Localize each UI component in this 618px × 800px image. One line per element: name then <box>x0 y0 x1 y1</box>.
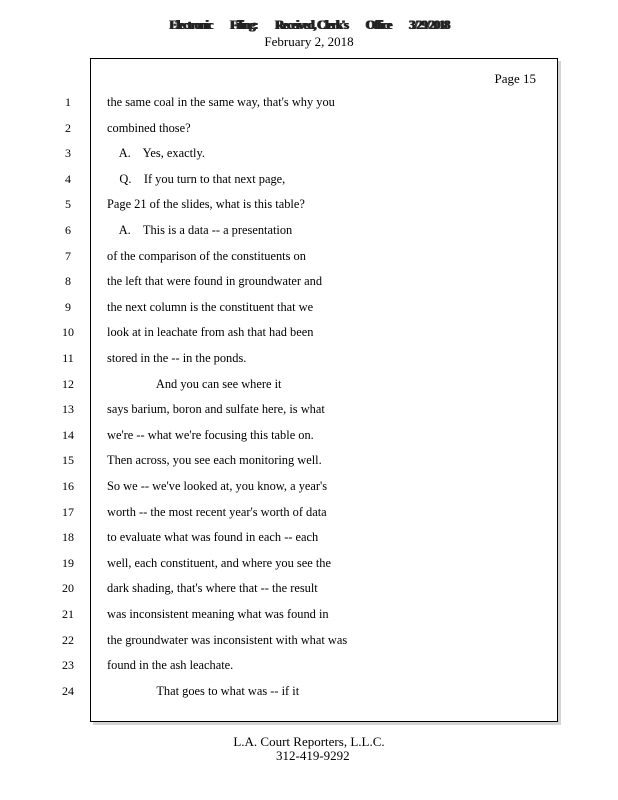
line-text: found in the ash leachate. <box>107 658 234 673</box>
line-text: the groundwater was inconsistent with what was <box>107 632 348 647</box>
stamp-word: Electronic <box>169 18 212 32</box>
line-number: 13 <box>62 402 74 417</box>
line-number: 14 <box>62 427 74 442</box>
stamp-word: Received, Clerk's <box>274 18 348 32</box>
line-text: combined those? <box>107 120 191 135</box>
line-number: 6 <box>65 223 71 237</box>
line-text: the left that were found in groundwater and <box>107 274 323 289</box>
stamp-word: Filing: <box>229 18 257 32</box>
line-text: well, each constituent, and where you see the <box>107 555 331 570</box>
line-text: the next column is the constituent that we <box>107 299 314 314</box>
line-text: Page 21 of the slides, what is this table? <box>107 197 305 212</box>
page-number: Page 15 <box>494 71 536 86</box>
header <box>0 18 618 50</box>
line-text: Then across, you see each monitoring well. <box>107 453 322 468</box>
line-number: 12 <box>62 376 74 391</box>
line-text: was inconsistent meaning what was found in <box>107 607 329 621</box>
line-text: we're -- what we're focusing this table on. <box>107 427 314 442</box>
line-text: worth -- the most recent year's worth of data <box>107 504 327 519</box>
line-text: So we -- we've looked at, you know, a year's <box>107 479 328 493</box>
line-text: says barium, boron and sulfate here, is what <box>107 402 325 417</box>
line-number: 3 <box>65 146 71 161</box>
line-number: 1 <box>65 95 71 109</box>
stamp-word: Office <box>365 18 391 32</box>
line-number: 15 <box>62 453 74 468</box>
line-number: 19 <box>62 555 74 570</box>
line-text: to evaluate what was found in each -- each <box>107 530 319 545</box>
line-text: the same coal in the same way, that's why you <box>107 95 335 109</box>
line-number: 20 <box>62 581 74 596</box>
line-text: And you can see where it <box>107 376 282 391</box>
line-number: 11 <box>62 351 74 365</box>
header-date: February 2, 2018 <box>264 34 354 49</box>
line-number: 17 <box>62 504 74 519</box>
line-number: 5 <box>65 197 71 212</box>
line-number: 8 <box>65 274 71 289</box>
line-number: 7 <box>65 248 71 263</box>
line-number: 18 <box>62 530 74 545</box>
line-number: 23 <box>62 658 74 673</box>
line-number: 16 <box>62 479 74 493</box>
line-text: That goes to what was -- if it <box>107 683 300 698</box>
footer-phone: 312-419-9292 <box>276 748 350 763</box>
stamp-word: 3/29/2018 <box>408 18 449 32</box>
line-number: 4 <box>65 171 71 186</box>
footer-company: L.A. Court Reporters, L.L.C. <box>233 734 385 749</box>
line-text: look at in leachate from ash that had been <box>107 325 314 340</box>
filing-stamp <box>0 18 618 33</box>
line-number: 9 <box>65 299 71 314</box>
line-number: 21 <box>62 607 74 621</box>
line-text: A. Yes, exactly. <box>107 146 205 161</box>
line-number: 2 <box>65 120 71 135</box>
line-text: Q. If you turn to that next page, <box>107 171 286 186</box>
transcript-page <box>62 58 558 722</box>
line-text: A. This is a data -- a presentation <box>107 223 293 237</box>
line-text: stored in the -- in the ponds. <box>107 351 247 365</box>
line-number: 22 <box>62 632 74 647</box>
line-number: 10 <box>62 325 74 340</box>
line-text: of the comparison of the constituents on <box>107 248 306 263</box>
line-number: 24 <box>62 683 74 698</box>
line-text: dark shading, that's where that -- the result <box>107 581 318 596</box>
